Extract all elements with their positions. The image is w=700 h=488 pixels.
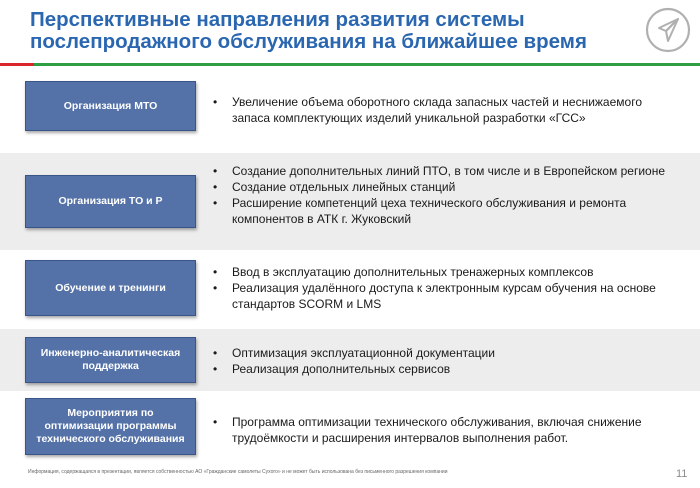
list-item: • Программа оптимизации технического обслуживания, включая снижение трудоёмкости и расширения интервалов выполнения работ.: [212, 414, 682, 446]
list-item: • Реализация удалённого доступа к электронным курсам обучения на основе стандартов SCORM и LMS: [212, 280, 682, 312]
list-item: • Реализация дополнительных сервисов: [212, 361, 682, 377]
list-item: • Создание отдельных линейных станций: [212, 179, 682, 195]
bullet-list: [212, 264, 682, 312]
bullet-list: [212, 94, 682, 126]
bullet-list: [212, 163, 682, 227]
list-item: • Ввод в эксплуатацию дополнительных тренажерных комплексов: [212, 264, 682, 280]
page-number: 11: [676, 468, 688, 480]
list-item: • Оптимизация эксплуатационной документации: [212, 345, 682, 361]
list-item: • Расширение компетенций цеха технического обслуживания и ремонта компонентов в АТК г. Жуковский: [212, 195, 682, 227]
section-label-box: Организация МТО: [25, 81, 196, 131]
list-item: • Увеличение объема оборотного склада запасных частей и неснижаемого запаса комплектующих изделий уникальной разработки «ГСС»: [212, 94, 682, 126]
header-divider-stripe: [0, 63, 700, 66]
section-label-box: Инженерно-аналитическая поддержка: [25, 337, 196, 383]
list-item: • Создание дополнительных линий ПТО, в том числе и в Европейском регионе: [212, 163, 682, 179]
paper-plane-logo-icon: [644, 6, 692, 54]
section-label-box: Организация ТО и Р: [25, 175, 196, 228]
bullet-list: [212, 414, 682, 446]
section-label-box: Обучение и тренинги: [25, 260, 196, 316]
section-label-box: Мероприятия по оптимизации программы технического обслуживания: [25, 398, 196, 455]
bullet-list: [212, 345, 682, 377]
footer-disclaimer: Информация, содержащаяся в презентации, является собственностью АО «Гражданские самолеты Сухого» и не может быть использована без письменного разрешения компании: [28, 469, 448, 475]
slide-title: Перспективные направления развития системы послепродажного обслуживания на ближайшее время: [30, 8, 587, 53]
slide-header: [0, 0, 700, 60]
